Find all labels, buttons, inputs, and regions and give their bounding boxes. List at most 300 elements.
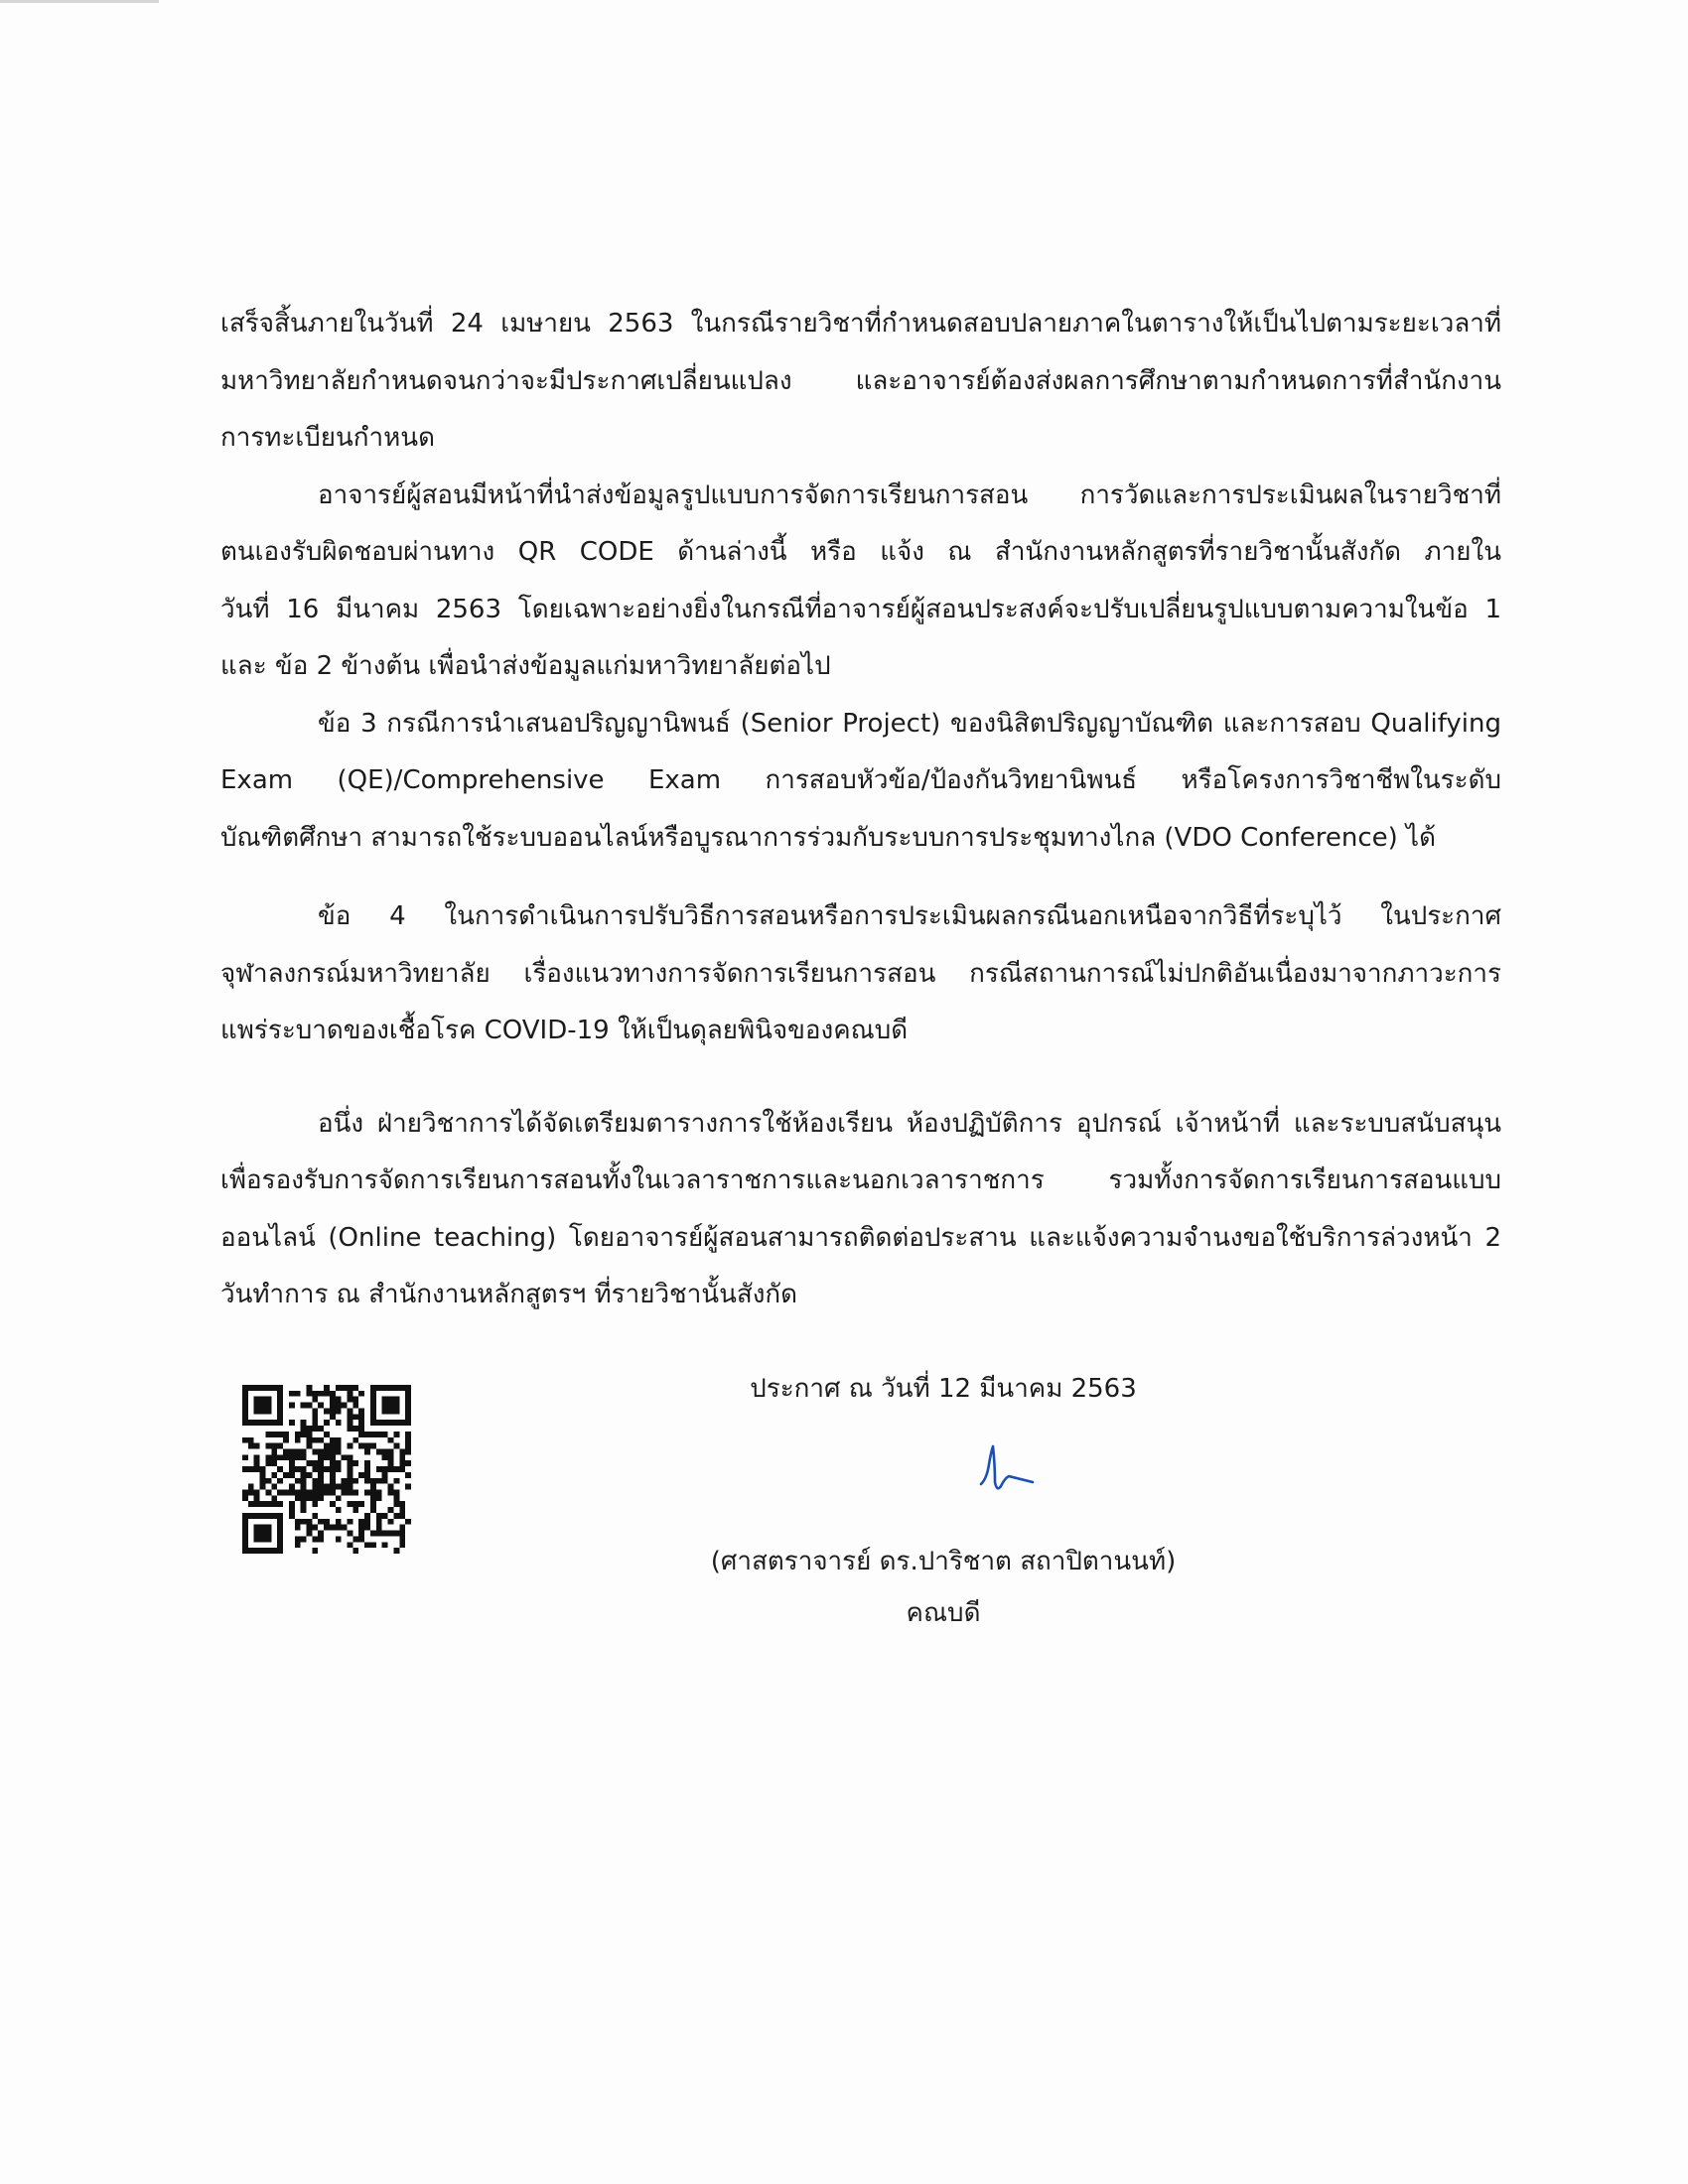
qr-module — [370, 1385, 376, 1391]
qr-module — [301, 1454, 307, 1460]
qr-module — [242, 1454, 248, 1460]
qr-module — [393, 1548, 399, 1554]
qr-module — [318, 1478, 324, 1484]
qr-module — [248, 1513, 254, 1519]
qr-module — [312, 1525, 318, 1531]
qr-module — [348, 1397, 353, 1403]
qr-module — [248, 1466, 254, 1472]
qr-module — [254, 1531, 260, 1537]
qr-module — [248, 1420, 254, 1426]
qr-module — [330, 1408, 336, 1414]
qr-module — [254, 1501, 260, 1507]
qr-module — [277, 1466, 283, 1472]
qr-module — [301, 1466, 307, 1472]
qr-module — [254, 1466, 260, 1472]
qr-module — [405, 1460, 411, 1466]
qr-module — [265, 1397, 271, 1403]
qr-module — [318, 1403, 324, 1409]
qr-module — [312, 1397, 318, 1403]
signature-icon — [973, 1434, 1053, 1504]
qr-module — [336, 1484, 342, 1490]
qr-module — [336, 1525, 342, 1531]
qr-module — [265, 1478, 271, 1484]
qr-module — [260, 1397, 266, 1403]
qr-module — [399, 1507, 405, 1513]
qr-module — [265, 1408, 271, 1414]
qr-module — [405, 1420, 411, 1426]
qr-module — [248, 1385, 254, 1391]
qr-module — [330, 1478, 336, 1484]
qr-module — [336, 1507, 342, 1513]
qr-module — [289, 1403, 295, 1409]
signatory-title: คณบดี — [906, 1598, 981, 1628]
qr-module — [242, 1385, 248, 1391]
qr-module — [388, 1531, 394, 1537]
qr-module — [342, 1478, 348, 1484]
qr-module — [405, 1414, 411, 1420]
body-line: วันทำการ ณ สำนักงานหลักสูตรฯ ที่รายวิชานั้นสังกัด — [220, 1280, 798, 1309]
qr-module — [260, 1531, 266, 1537]
qr-module — [382, 1466, 388, 1472]
qr-module — [358, 1391, 364, 1397]
qr-module — [336, 1519, 342, 1525]
qr-module — [271, 1432, 277, 1437]
qr-module — [324, 1443, 330, 1449]
qr-module — [306, 1391, 312, 1397]
qr-module — [306, 1525, 312, 1531]
qr-module — [388, 1397, 394, 1403]
qr-module — [260, 1478, 266, 1484]
qr-module — [405, 1397, 411, 1403]
qr-module — [405, 1432, 411, 1437]
qr-module — [382, 1513, 388, 1519]
qr-module — [405, 1408, 411, 1414]
body-line: มหาวิทยาลัยกำหนดจนกว่าจะมีประกาศเปลี่ยนแปลง และอาจารย์ต้องส่งผลการศึกษาตามกำหนดการที่สำนักงาน — [220, 365, 1501, 396]
qr-module — [271, 1420, 277, 1426]
qr-module — [242, 1403, 248, 1409]
qr-module — [376, 1519, 382, 1525]
qr-module — [324, 1408, 330, 1414]
qr-module — [254, 1495, 260, 1501]
qr-module — [260, 1403, 266, 1409]
document-body — [220, 296, 1501, 1324]
qr-module — [358, 1525, 364, 1531]
qr-module — [342, 1525, 348, 1531]
qr-module — [382, 1531, 388, 1537]
qr-module — [393, 1478, 399, 1484]
qr-module — [399, 1460, 405, 1466]
qr-module — [242, 1391, 248, 1397]
qr-module — [289, 1484, 295, 1490]
qr-module — [289, 1513, 295, 1519]
qr-module — [301, 1403, 307, 1409]
qr-module — [376, 1531, 382, 1537]
qr-module — [348, 1460, 353, 1466]
qr-module — [289, 1507, 295, 1513]
qr-module — [393, 1501, 399, 1507]
qr-module — [265, 1536, 271, 1542]
qr-module — [382, 1385, 388, 1391]
qr-module — [376, 1432, 382, 1437]
qr-module — [399, 1448, 405, 1454]
qr-module — [248, 1501, 254, 1507]
qr-module — [283, 1454, 289, 1460]
qr-module — [382, 1542, 388, 1548]
qr-module — [348, 1420, 353, 1426]
qr-module — [277, 1443, 283, 1449]
qr-module — [393, 1466, 399, 1472]
qr-module — [277, 1403, 283, 1409]
qr-module — [271, 1443, 277, 1449]
qr-module — [364, 1525, 370, 1531]
qr-module — [336, 1397, 342, 1403]
qr-module — [271, 1385, 277, 1391]
qr-module — [242, 1437, 248, 1443]
qr-module — [242, 1536, 248, 1542]
body-line: Exam (QE)/Comprehensive Exam การสอบหัวข้อ/ป้องกันวิทยานิพนธ์ หรือโครงการวิชาชีพในระดับ — [220, 765, 1501, 795]
qr-module — [405, 1519, 411, 1525]
qr-module — [324, 1420, 330, 1426]
qr-module — [248, 1548, 254, 1554]
qr-module — [265, 1420, 271, 1426]
qr-module — [324, 1385, 330, 1391]
qr-module — [295, 1542, 301, 1548]
qr-module — [330, 1501, 336, 1507]
qr-module — [271, 1484, 277, 1490]
qr-module — [242, 1414, 248, 1420]
body-line: ข้อ 3 กรณีการนำเสนอปริญญานิพนธ์ (Senior Project) ของนิสิตปริญญาบัณฑิต และการสอบ Qualifying — [318, 708, 1501, 739]
qr-module — [393, 1432, 399, 1437]
qr-module — [358, 1414, 364, 1420]
qr-module — [289, 1454, 295, 1460]
qr-module — [330, 1437, 336, 1443]
announcement-date: ประกาศ ณ วันที่ 12 มีนาคม 2563 — [750, 1374, 1137, 1404]
qr-module — [318, 1536, 324, 1542]
qr-module — [289, 1391, 295, 1397]
qr-module — [336, 1448, 342, 1454]
qr-module — [330, 1391, 336, 1397]
qr-module — [388, 1437, 394, 1443]
qr-module — [364, 1466, 370, 1472]
qr-module — [399, 1385, 405, 1391]
qr-module — [312, 1460, 318, 1466]
qr-module — [295, 1437, 301, 1443]
qr-module — [283, 1437, 289, 1443]
qr-module — [330, 1466, 336, 1472]
qr-module — [352, 1397, 358, 1403]
qr-module — [306, 1426, 312, 1432]
qr-module — [348, 1426, 353, 1432]
qr-module — [348, 1414, 353, 1420]
qr-module — [301, 1490, 307, 1496]
qr-module — [277, 1519, 283, 1525]
qr-module — [352, 1501, 358, 1507]
qr-module — [254, 1408, 260, 1414]
qr-module — [388, 1408, 394, 1414]
qr-module — [242, 1490, 248, 1496]
qr-module — [370, 1484, 376, 1490]
qr-module — [348, 1478, 353, 1484]
qr-module — [271, 1460, 277, 1466]
qr-module — [318, 1466, 324, 1472]
qr-module — [242, 1420, 248, 1426]
qr-module — [370, 1391, 376, 1397]
qr-module — [382, 1472, 388, 1478]
qr-module — [358, 1536, 364, 1542]
qr-module — [306, 1460, 312, 1466]
qr-module — [306, 1519, 312, 1525]
qr-module — [348, 1466, 353, 1472]
qr-module — [324, 1466, 330, 1472]
qr-module — [306, 1495, 312, 1501]
qr-module — [358, 1531, 364, 1537]
qr-module — [265, 1443, 271, 1449]
qr-module — [254, 1443, 260, 1449]
qr-module — [342, 1454, 348, 1460]
qr-module — [260, 1501, 266, 1507]
qr-module — [352, 1507, 358, 1513]
qr-module — [324, 1448, 330, 1454]
qr-module — [260, 1420, 266, 1426]
qr-module — [376, 1466, 382, 1472]
qr-module — [348, 1472, 353, 1478]
qr-module — [348, 1454, 353, 1460]
qr-module — [364, 1472, 370, 1478]
qr-module — [348, 1519, 353, 1525]
qr-module — [370, 1414, 376, 1420]
qr-module — [312, 1501, 318, 1507]
qr-module — [260, 1408, 266, 1414]
qr-module — [242, 1519, 248, 1525]
qr-module — [318, 1490, 324, 1496]
qr-module — [376, 1385, 382, 1391]
qr-module — [312, 1437, 318, 1443]
qr-module — [330, 1525, 336, 1531]
qr-module — [306, 1531, 312, 1537]
qr-module — [318, 1531, 324, 1537]
qr-module — [330, 1443, 336, 1449]
qr-module — [370, 1490, 376, 1496]
qr-module — [301, 1501, 307, 1507]
qr-module — [265, 1531, 271, 1537]
qr-module — [312, 1414, 318, 1420]
qr-module — [393, 1531, 399, 1537]
qr-module — [265, 1385, 271, 1391]
qr-module — [342, 1484, 348, 1490]
qr-module — [352, 1460, 358, 1466]
qr-module — [306, 1437, 312, 1443]
qr-module — [254, 1548, 260, 1554]
qr-module — [295, 1536, 301, 1542]
qr-module — [301, 1536, 307, 1542]
qr-module — [254, 1460, 260, 1466]
qr-module — [399, 1454, 405, 1460]
qr-module — [254, 1403, 260, 1409]
qr-module — [388, 1454, 394, 1460]
qr-module — [324, 1454, 330, 1460]
qr-module — [336, 1403, 342, 1409]
qr-module — [318, 1472, 324, 1478]
qr-module — [301, 1420, 307, 1426]
qr-module — [242, 1531, 248, 1537]
qr-module — [295, 1391, 301, 1397]
qr-module — [388, 1403, 394, 1409]
qr-module — [364, 1519, 370, 1525]
qr-module — [271, 1454, 277, 1460]
qr-module — [312, 1548, 318, 1554]
qr-module — [289, 1501, 295, 1507]
qr-module — [306, 1432, 312, 1437]
qr-module — [393, 1490, 399, 1496]
qr-module — [336, 1466, 342, 1472]
qr-module — [376, 1495, 382, 1501]
qr-module — [370, 1495, 376, 1501]
qr-module — [289, 1460, 295, 1466]
qr-code-icon[interactable] — [242, 1385, 411, 1554]
body-line: วันที่ 16 มีนาคม 2563 โดยเฉพาะอย่างยิ่งในกรณีที่อาจารย์ผู้สอนประสงค์จะปรับเปลี่ยนรูปแบบตามความในข้อ 1 — [220, 594, 1501, 624]
qr-module — [312, 1420, 318, 1426]
qr-module — [388, 1507, 394, 1513]
qr-module — [358, 1501, 364, 1507]
qr-module — [260, 1513, 266, 1519]
qr-module — [342, 1490, 348, 1496]
qr-module — [277, 1391, 283, 1397]
qr-module — [312, 1513, 318, 1519]
qr-module — [277, 1490, 283, 1496]
qr-module — [352, 1403, 358, 1409]
qr-module — [348, 1391, 353, 1397]
qr-module — [370, 1397, 376, 1403]
qr-module — [306, 1403, 312, 1409]
qr-module — [370, 1443, 376, 1449]
qr-module — [348, 1542, 353, 1548]
qr-module — [265, 1525, 271, 1531]
qr-module — [265, 1432, 271, 1437]
qr-module — [376, 1420, 382, 1426]
qr-module — [348, 1484, 353, 1490]
qr-module — [405, 1403, 411, 1409]
qr-module — [405, 1437, 411, 1443]
qr-module — [364, 1448, 370, 1454]
qr-module — [364, 1542, 370, 1548]
qr-module — [306, 1490, 312, 1496]
qr-module — [399, 1542, 405, 1548]
qr-module — [358, 1472, 364, 1478]
qr-module — [324, 1432, 330, 1437]
qr-module — [376, 1478, 382, 1484]
qr-module — [370, 1420, 376, 1426]
qr-module — [358, 1432, 364, 1437]
qr-module — [318, 1460, 324, 1466]
qr-module — [393, 1397, 399, 1403]
qr-module — [376, 1525, 382, 1531]
qr-module — [242, 1408, 248, 1414]
qr-module — [248, 1437, 254, 1443]
qr-module — [271, 1495, 277, 1501]
qr-module — [330, 1397, 336, 1403]
qr-module — [358, 1443, 364, 1449]
qr-module — [348, 1501, 353, 1507]
qr-module — [254, 1525, 260, 1531]
qr-module — [271, 1472, 277, 1478]
body-line: อาจารย์ผู้สอนมีหน้าที่นำส่งข้อมูลรูปแบบการจัดการเรียนการสอน การวัดและการประเมินผลในรายวิชาที่ — [318, 479, 1501, 510]
qr-module — [358, 1420, 364, 1426]
qr-module — [399, 1466, 405, 1472]
qr-module — [382, 1448, 388, 1454]
qr-module — [283, 1490, 289, 1496]
qr-module — [399, 1513, 405, 1519]
qr-module — [277, 1513, 283, 1519]
qr-module — [382, 1403, 388, 1409]
qr-module — [405, 1472, 411, 1478]
qr-module — [277, 1525, 283, 1531]
body-line: ตนเองรับผิดชอบผ่านทาง QR CODE ด้านล่างนี้ หรือ แจ้ง ณ สำนักงานหลักสูตรที่รายวิชานั้นสังกัด ภายใน — [220, 537, 1501, 567]
qr-module — [312, 1408, 318, 1414]
qr-module — [312, 1426, 318, 1432]
qr-module — [330, 1484, 336, 1490]
qr-module — [289, 1490, 295, 1496]
qr-module — [364, 1443, 370, 1449]
qr-module — [318, 1426, 324, 1432]
qr-module — [324, 1490, 330, 1496]
qr-module — [248, 1490, 254, 1496]
qr-module — [330, 1414, 336, 1420]
qr-module — [348, 1385, 353, 1391]
qr-module — [277, 1420, 283, 1426]
qr-module — [364, 1478, 370, 1484]
qr-module — [242, 1495, 248, 1501]
qr-module — [330, 1472, 336, 1478]
qr-module — [312, 1478, 318, 1484]
qr-module — [254, 1454, 260, 1460]
qr-module — [388, 1484, 394, 1490]
qr-module — [388, 1466, 394, 1472]
qr-module — [364, 1513, 370, 1519]
qr-module — [318, 1437, 324, 1443]
qr-module — [348, 1408, 353, 1414]
qr-module — [254, 1420, 260, 1426]
qr-module — [289, 1472, 295, 1478]
qr-module — [352, 1548, 358, 1554]
qr-module — [370, 1542, 376, 1548]
qr-module — [399, 1501, 405, 1507]
qr-module — [388, 1460, 394, 1466]
body-line: ข้อ 4 ในการดำเนินการปรับวิธีการสอนหรือการประเมินผลกรณีนอกเหนือจากวิธีที่ระบุไว้ ในประกาศ — [318, 901, 1501, 931]
qr-module — [306, 1385, 312, 1391]
qr-module — [265, 1548, 271, 1554]
qr-module — [376, 1448, 382, 1454]
qr-module — [336, 1536, 342, 1542]
qr-module — [265, 1490, 271, 1496]
qr-module — [388, 1420, 394, 1426]
qr-module — [352, 1385, 358, 1391]
qr-module — [271, 1548, 277, 1554]
qr-module — [348, 1443, 353, 1449]
qr-module — [348, 1531, 353, 1537]
qr-module — [277, 1478, 283, 1484]
qr-module — [318, 1495, 324, 1501]
qr-module — [248, 1443, 254, 1449]
qr-module — [393, 1443, 399, 1449]
qr-module — [242, 1513, 248, 1519]
qr-module — [352, 1437, 358, 1443]
scan-edge — [0, 0, 159, 3]
qr-module — [301, 1472, 307, 1478]
qr-module — [289, 1448, 295, 1454]
qr-module — [306, 1443, 312, 1449]
qr-module — [382, 1420, 388, 1426]
qr-module — [330, 1454, 336, 1460]
